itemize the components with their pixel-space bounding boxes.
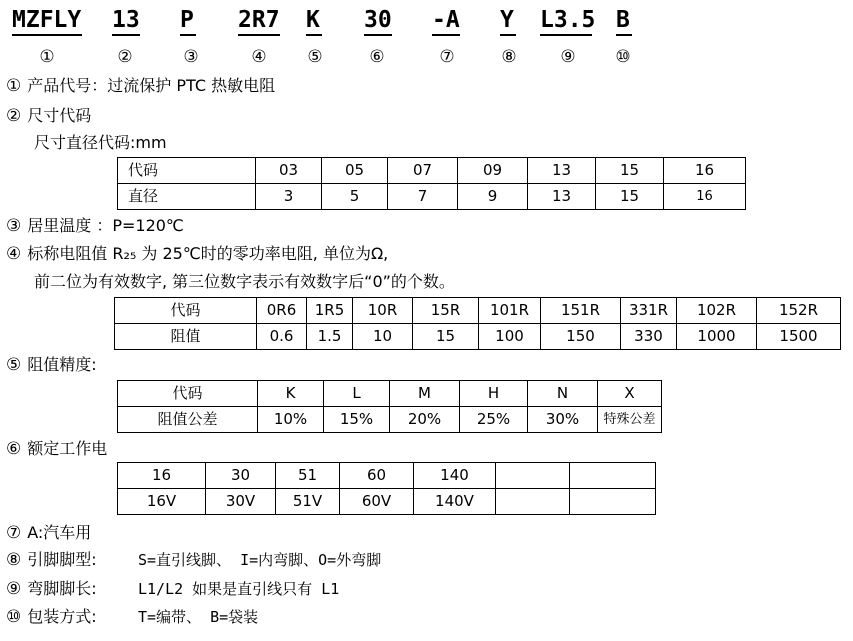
table-row <box>118 463 656 489</box>
table-cell: 15 <box>596 184 664 210</box>
table-cell: 16 <box>118 463 206 489</box>
table-cell: 60V <box>340 489 414 515</box>
table-cell: 101R <box>479 298 541 324</box>
table-cell: 15% <box>324 407 390 433</box>
code-underline <box>432 34 460 36</box>
table-cell: 阻值公差 <box>118 407 258 433</box>
section-number: ⑩ <box>6 607 22 627</box>
table-row <box>118 489 656 515</box>
table-cell: 3 <box>256 184 322 210</box>
section-lead-type <box>6 549 97 571</box>
table-cell: 140 <box>414 463 496 489</box>
section-label: 阻值精度: <box>27 355 97 374</box>
code-segment-application: -A <box>432 7 460 33</box>
resistance-code-table <box>114 297 841 350</box>
table-cell: 特殊公差 <box>598 407 662 433</box>
table-row <box>118 184 746 210</box>
code-segment-size: 13 <box>112 7 140 33</box>
marker-3: ③ <box>183 47 199 67</box>
table-cell: 直径 <box>118 184 256 210</box>
table-cell: 09 <box>458 158 528 184</box>
code-segment-resistance: 2R7 <box>238 7 280 33</box>
table-row <box>115 324 841 350</box>
tolerance-table <box>117 380 662 433</box>
table-cell: 25% <box>460 407 528 433</box>
section-label: 标称电阻值 R₂₅ 为 25℃时的零功率电阻, 单位为Ω, <box>27 244 389 263</box>
table-cell: 05 <box>322 158 388 184</box>
table-cell: L <box>324 381 390 407</box>
section-curie-temperature <box>6 215 184 237</box>
table-cell: 03 <box>256 158 322 184</box>
table-cell <box>496 489 570 515</box>
section-rated-voltage <box>6 438 107 460</box>
code-underline <box>12 34 82 36</box>
table-cell: 331R <box>621 298 677 324</box>
marker-7: ⑦ <box>439 47 455 67</box>
marker-6: ⑥ <box>369 47 385 67</box>
section-number: ④ <box>6 244 22 264</box>
table-cell: 51V <box>276 489 340 515</box>
section-number: ⑥ <box>6 439 22 459</box>
table-cell: 10% <box>258 407 324 433</box>
section-application <box>6 522 91 544</box>
table-cell: 10R <box>353 298 413 324</box>
size-code-subtitle: 尺寸直径代码:mm <box>34 133 167 152</box>
table-cell: 5 <box>322 184 388 210</box>
lead-type-value: S=直引线脚、 I=内弯脚、O=外弯脚 <box>138 551 382 569</box>
section-number: ⑧ <box>6 550 22 570</box>
section-number: ① <box>6 76 22 96</box>
table-cell: 100 <box>479 324 541 350</box>
table-cell: 150 <box>541 324 621 350</box>
section-resistance-tolerance <box>6 354 97 376</box>
code-segment-lead-length: L3.5 <box>540 7 596 33</box>
section-size-code <box>6 105 91 127</box>
marker-5: ⑤ <box>307 47 323 67</box>
section-nominal-resistance <box>6 243 388 265</box>
table-cell: 1000 <box>677 324 757 350</box>
table-cell: 代码 <box>118 381 258 407</box>
code-segment-curie: P <box>180 7 194 33</box>
table-cell: H <box>460 381 528 407</box>
table-cell: 7 <box>388 184 458 210</box>
table-cell: 9 <box>458 184 528 210</box>
table-cell: 60 <box>340 463 414 489</box>
table-cell: 16 <box>664 184 746 210</box>
code-underline <box>238 34 280 36</box>
table-row <box>118 381 662 407</box>
section-lead-length <box>6 578 97 600</box>
table-cell: 151R <box>541 298 621 324</box>
section-label: 尺寸代码 <box>27 106 92 125</box>
table-cell: 15 <box>413 324 479 350</box>
code-segment-voltage: 30 <box>364 7 392 33</box>
voltage-table <box>117 462 656 515</box>
table-cell <box>496 463 570 489</box>
table-cell: 30V <box>206 489 276 515</box>
marker-10: ⑩ <box>615 47 631 67</box>
section-number: ③ <box>6 216 22 236</box>
table-cell: X <box>598 381 662 407</box>
table-cell: 07 <box>388 158 458 184</box>
marker-1: ① <box>39 47 55 67</box>
marker-9: ⑨ <box>560 47 576 67</box>
table-cell: 102R <box>677 298 757 324</box>
table-cell: 1R5 <box>307 298 353 324</box>
section-label: 包装方式: <box>27 607 97 626</box>
code-underline <box>180 34 196 36</box>
marker-4: ④ <box>251 47 267 67</box>
code-segment-packaging: B <box>616 7 630 33</box>
table-cell: 1.5 <box>307 324 353 350</box>
table-cell: M <box>390 381 460 407</box>
code-segment-tolerance: K <box>306 7 320 33</box>
table-cell: 140V <box>414 489 496 515</box>
table-row <box>118 407 662 433</box>
marker-8: ⑧ <box>501 47 517 67</box>
code-underline <box>364 34 392 36</box>
table-cell: 15 <box>596 158 664 184</box>
table-cell: 1500 <box>757 324 841 350</box>
table-cell: 13 <box>528 184 596 210</box>
section-number: ⑨ <box>6 579 22 599</box>
table-cell: 0.6 <box>257 324 307 350</box>
table-cell: 30% <box>528 407 598 433</box>
table-cell: 330 <box>621 324 677 350</box>
section-label: A:汽车用 <box>27 523 92 542</box>
section-packaging <box>6 606 97 628</box>
section-product-code <box>6 75 275 97</box>
table-cell: 代码 <box>115 298 257 324</box>
section-number: ② <box>6 106 22 126</box>
code-segment-series: MZFLY <box>12 7 82 33</box>
table-row <box>118 158 746 184</box>
code-segment-lead-type: Y <box>500 7 514 33</box>
section-number: ⑦ <box>6 523 22 543</box>
packaging-value: T=编带、 B=袋装 <box>138 608 259 626</box>
table-cell <box>570 463 656 489</box>
marker-2: ② <box>117 47 133 67</box>
table-cell <box>570 489 656 515</box>
code-underline <box>616 34 632 36</box>
code-underline <box>540 34 592 36</box>
table-cell: 代码 <box>118 158 256 184</box>
table-cell: 16 <box>664 158 746 184</box>
table-cell: N <box>528 381 598 407</box>
lead-length-value: L1/L2 如果是直引线只有 L1 <box>138 580 340 598</box>
section-label: 引脚脚型: <box>27 550 97 569</box>
table-cell: K <box>258 381 324 407</box>
table-cell: 152R <box>757 298 841 324</box>
section-label: 产品代号：过流保护 PTC 热敏电阻 <box>27 76 276 95</box>
table-row <box>115 298 841 324</box>
table-cell: 30 <box>206 463 276 489</box>
code-underline <box>112 34 140 36</box>
table-cell: 13 <box>528 158 596 184</box>
table-cell: 阻值 <box>115 324 257 350</box>
table-cell: 51 <box>276 463 340 489</box>
table-cell: 20% <box>390 407 460 433</box>
size-code-table <box>117 157 746 210</box>
code-underline <box>500 34 516 36</box>
table-cell: 0R6 <box>257 298 307 324</box>
section-label: 额定工作电 <box>27 439 108 458</box>
table-cell: 15R <box>413 298 479 324</box>
section-number: ⑤ <box>6 355 22 375</box>
table-cell: 16V <box>118 489 206 515</box>
nominal-resistance-note: 前二位为有效数字, 第三位数字表示有效数字后“0”的个数。 <box>34 272 455 291</box>
section-label: 居里温度 ：P=120℃ <box>27 216 184 235</box>
table-cell: 10 <box>353 324 413 350</box>
section-label: 弯脚脚长: <box>27 579 97 598</box>
code-underline <box>306 34 322 36</box>
